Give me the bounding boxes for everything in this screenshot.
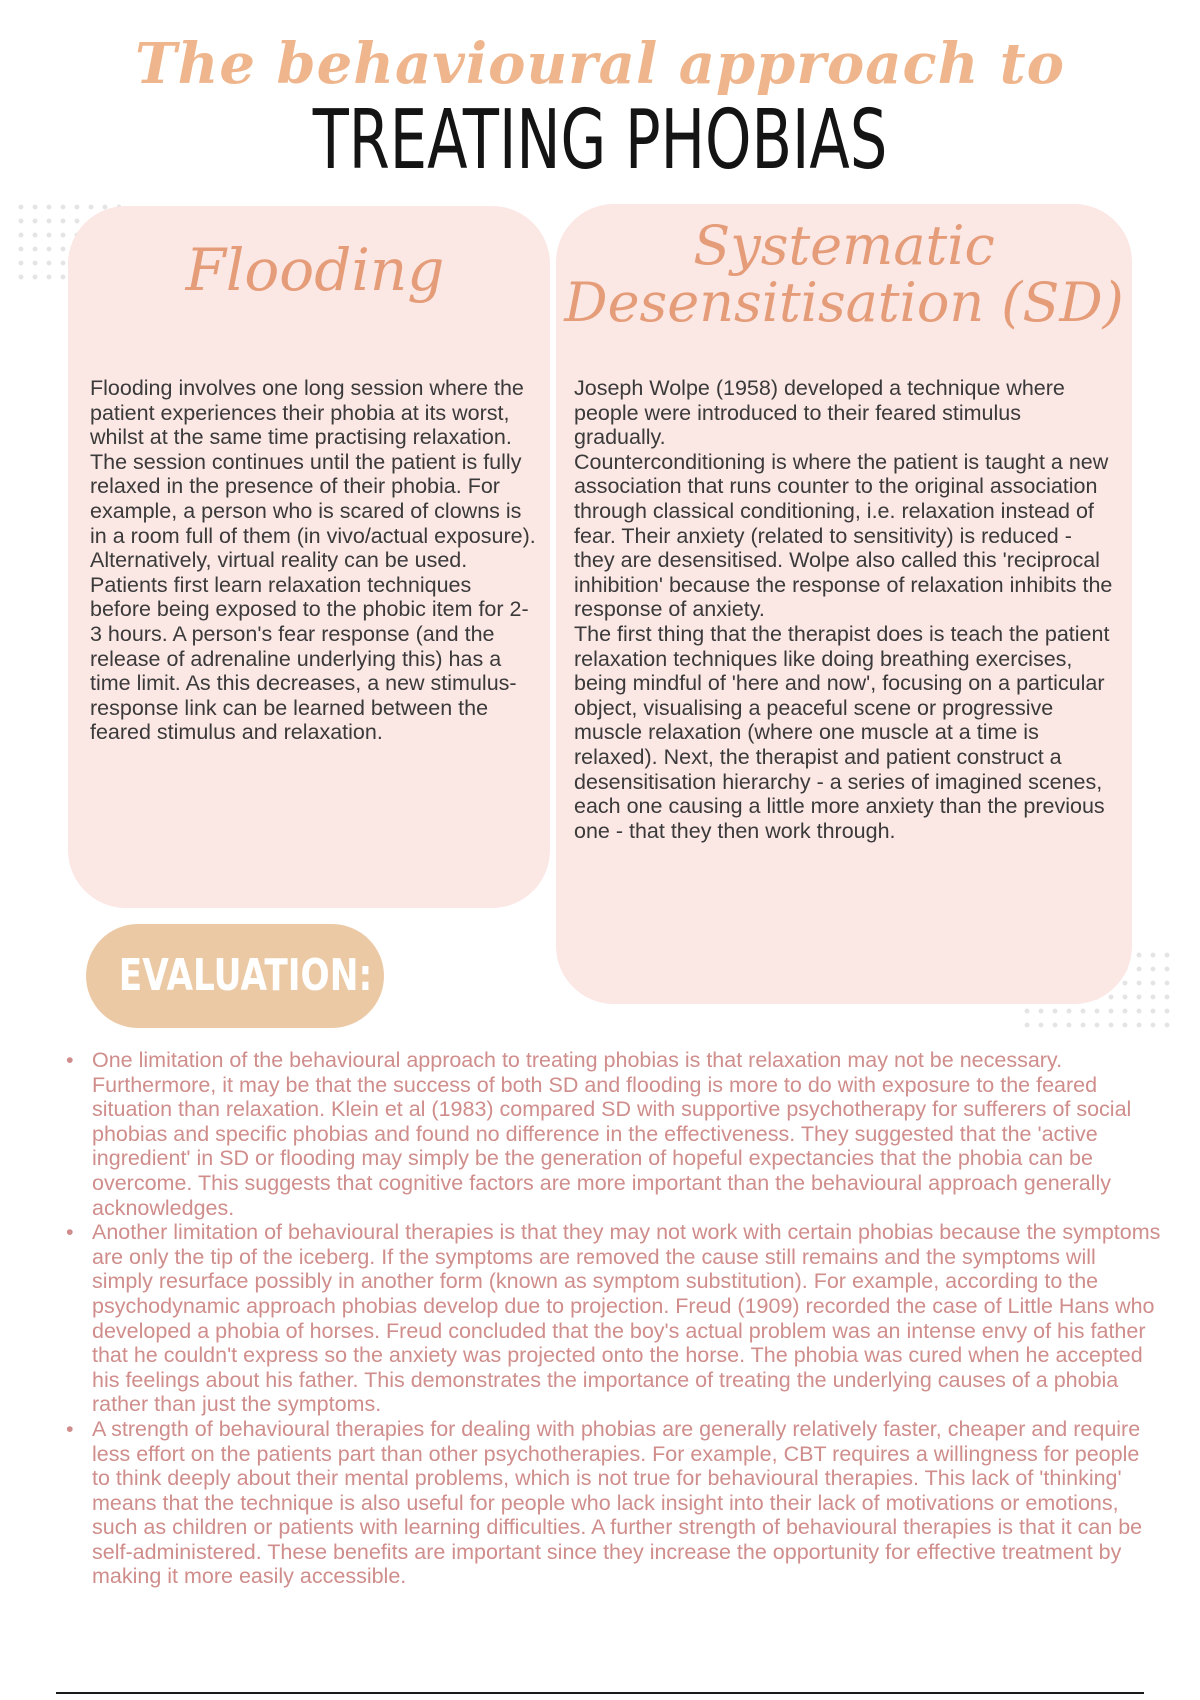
sd-paragraph: The first thing that the therapist does is teach the patient relaxation techniques like doing breathing exercises, being mindful of 'here and now', focusing on a particular object, visualising a peaceful scene or progressive muscle relaxation (where one muscle at a time is relaxed). Next, the therapist and patient construct a desensitisation hierarchy - a series of imagined scenes, each one causing a little more anxiety than the previous one - that they then work through.	[574, 621, 1110, 843]
bullet-icon: •	[66, 1220, 74, 1245]
sd-heading	[556, 214, 1132, 334]
bottom-divider	[56, 1692, 1144, 1694]
evaluation-point-text: Another limitation of behavioural therapies is that they may not work with certain phobias because the symptoms are only the tip of the iceberg. If the symptoms are removed the cause still remains and the symptoms will simply resurface possibly in another form (known as symptom substitution). For example, according to the psychodynamic approach phobias develop due to projection. Freud (1909) recorded the case of Little Hans who developed a phobia of horses. Freud concluded that the boy's actual problem was an intense envy of his father that he couldn't express so the anxiety was projected onto the horse. The phobia was cured when he accepted his feelings about his father. This demonstrates the importance of treating the underlying causes of a phobia rather than just the symptoms.	[92, 1220, 1161, 1417]
sd-heading-line-2: Desensitisation (SD)	[564, 270, 1124, 334]
flooding-heading: Flooding	[185, 236, 445, 304]
evaluation-point-text: A strength of behavioural therapies for dealing with phobias are generally relatively faster, cheaper and require less effort on the patients part than other psychotherapies. For example, CBT requires a willingness for people to think deeply about their mental problems, which is not true for behavioural therapies. This lack of 'thinking' means that the technique is also useful for people who lack insight into their lack of motivations or emotions, such as children or patients with learning difficulties. A further strength of behavioural therapies is that it can be self-administered. These benefits are important since they increase the opportunity for effective treatment by making it more easily accessible.	[92, 1416, 1143, 1589]
sd-paragraph: Joseph Wolpe (1958) developed a technique where people were introduced to their feared stimulus gradually.	[574, 376, 1065, 450]
evaluation-point	[62, 1048, 1162, 1220]
sd-paragraph: Counterconditioning is where the patient is taught a new association that runs counter to the original association through classical conditioning, i.e. relaxation instead of fear. Their anxiety (related to sensitivity) is reduced - they are desensitised. Wolpe also called this 'reciprocal inhibition' because the response of relaxation inhibits the response of anxiety.	[574, 449, 1113, 622]
evaluation-point	[62, 1220, 1162, 1417]
evaluation-point	[62, 1417, 1162, 1589]
evaluation-point-text: One limitation of the behavioural approach to treating phobias is that relaxation may not be necessary. Furthermore, it may be that the success of both SD and flooding is more to do with exposure to the feared situation than relaxation. Klein et al (1983) compared SD with supportive psychotherapy for sufferers of social phobias and specific phobias and found no difference in the effectiveness. They suggested that the 'active ingredient' in SD or flooding may simply be the generation of hopeful expectancies that the phobia can be overcome. This suggests that cognitive factors are more important than the behavioural approach generally acknowledges.	[92, 1048, 1132, 1220]
page-title: TREATING PHOBIAS	[312, 93, 888, 188]
bullet-icon: •	[66, 1048, 74, 1072]
flooding-text: Flooding involves one long session where the patient experiences their phobia at its worst, whilst at the same time practising relaxation. The session continues until the patient is fully relaxed in the presence of their phobia. For example, a person who is scared of clowns is in a room full of them (in vivo/actual exposure). Alternatively, virtual reality can be used. Patients first learn relaxation techniques before being exposed to the phobic item for 2-3 hours. A person's fear response (and the release of adrenaline underlying this) has a time limit. As this decreases, a new stimulus-response link can be learned between the feared stimulus and relaxation.	[90, 376, 536, 745]
sd-heading-line-1: Systematic	[693, 214, 995, 277]
sd-body	[574, 376, 1114, 843]
evaluation-badge	[86, 924, 384, 1028]
bullet-icon: •	[66, 1416, 74, 1441]
flooding-body	[90, 376, 536, 745]
evaluation-heading: EVALUATION:	[118, 950, 373, 1001]
evaluation-list	[62, 1048, 1162, 1589]
title-script-line: The behavioural approach to	[135, 31, 1065, 97]
